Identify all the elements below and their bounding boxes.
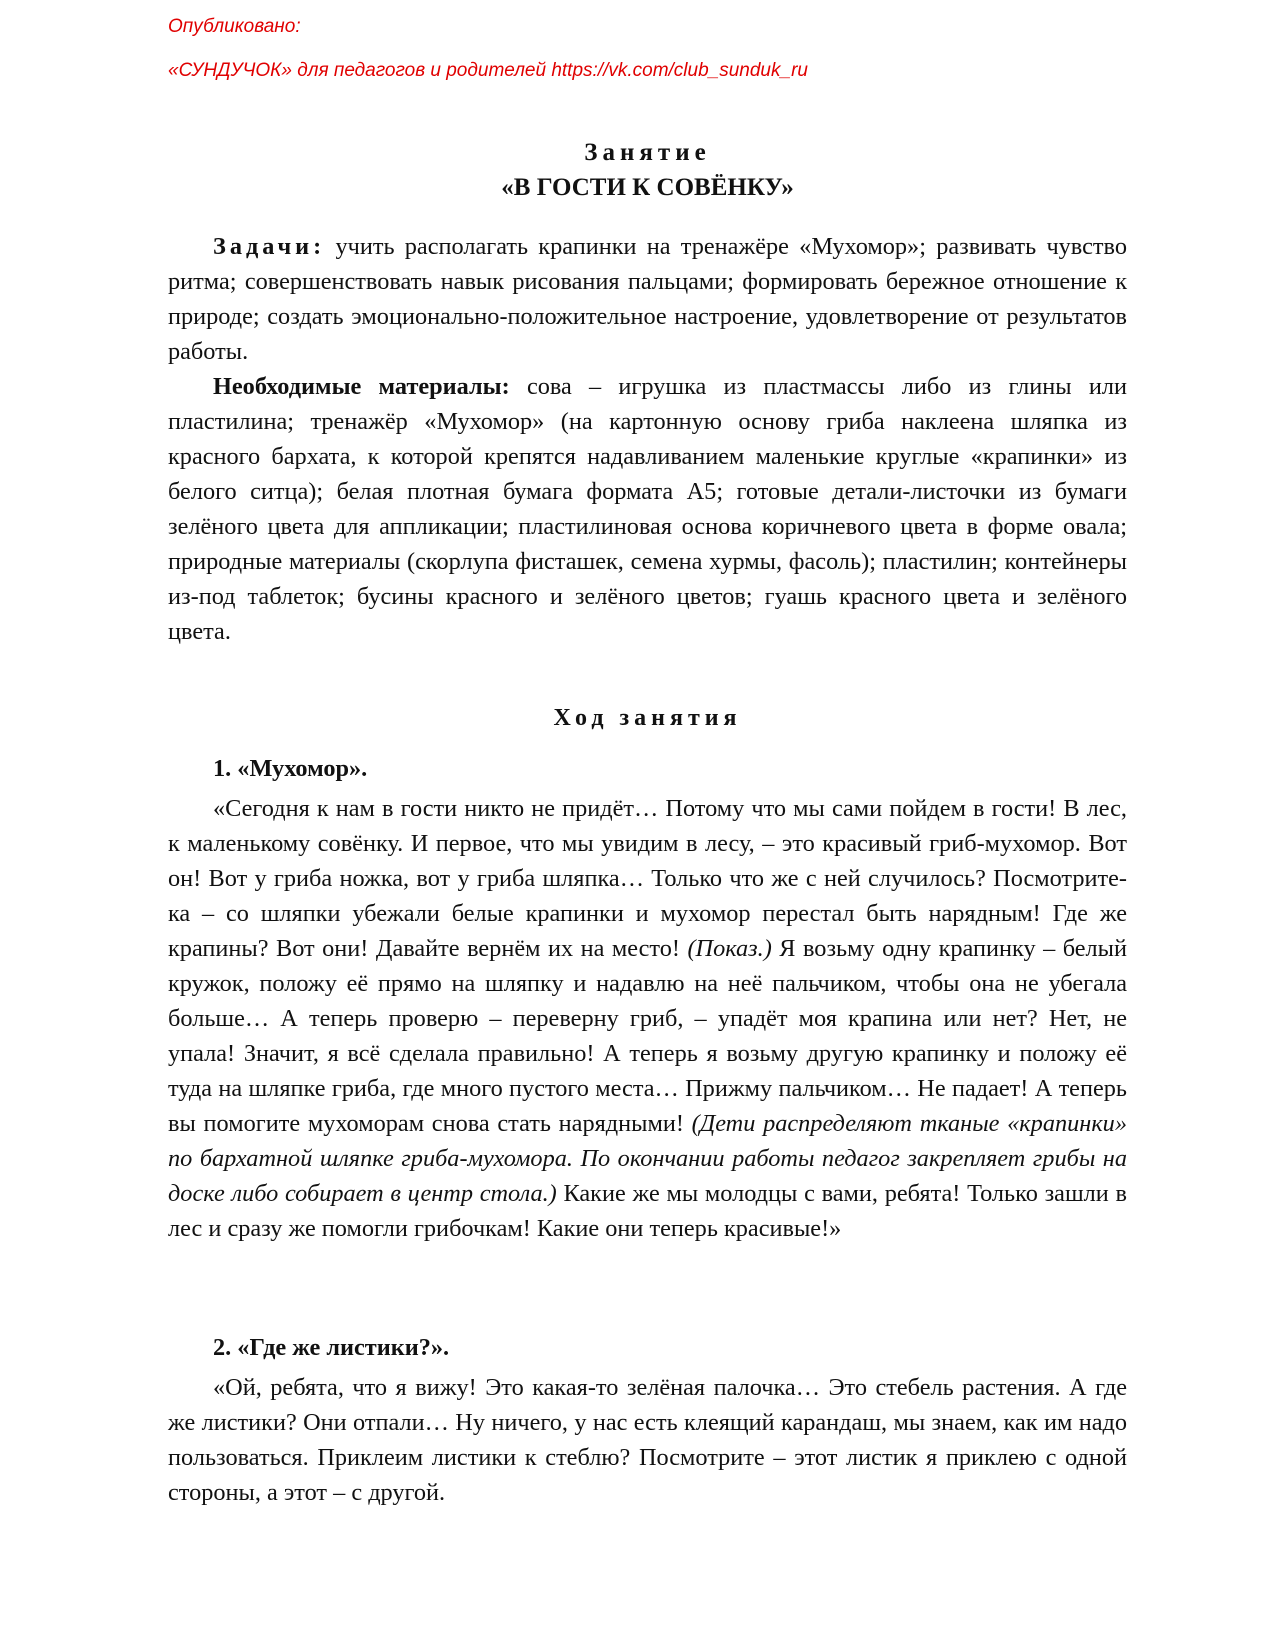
source-link[interactable]: «СУНДУЧОК» для педагогов и родителей https://vk.com/club_sunduk_ru: [168, 60, 808, 81]
text: «Сегодня к нам в гости никто не придёт… Потому что мы сами пойдем в гости! В лес, к маленькому совёнку. И первое, что мы увидим в лесу, – это красивый гриб-мухомор. Вот он! Вот у гриба ножка, вот у гриба шляпка… Только что же с ней случилось? Посмотрите-ка – со шляпки убежали белые крапинки и мухомор перестал быть нарядным! Где же крапины? Вот они! Давайте вернём их на место!: [168, 795, 1127, 962]
tasks-text: учить располагать крапинки на тренажёре «Мухомор»; развивать чувство ритма; совершенствовать навык рисования пальцами; формировать бережное отношение к природе; создать эмоционально-положительное настроение, удовлетворение от результатов работы.: [168, 233, 1127, 365]
lesson-title: «В ГОСТИ К СОВЁНКУ»: [501, 174, 794, 201]
text: Какие же мы молодцы с вами, ребята! Только зашли в лес и сразу же помогли грибочкам! Какие они теперь красивые!»: [168, 1180, 1127, 1242]
section-1-heading: 1. «Мухомор».: [213, 755, 368, 782]
tasks-label: Задачи:: [213, 233, 326, 260]
course-heading: Ход занятия: [553, 705, 742, 731]
italic-note: (Показ.): [687, 935, 772, 962]
intro-section: [168, 229, 1127, 649]
lesson-label: Занятие: [584, 139, 711, 166]
materials-label: Необходимые материалы:: [213, 373, 510, 400]
materials-text: сова – игрушка из пластмассы либо из глины или пластилина; тренажёр «Мухомор» (на картонную основу гриба наклеена шляпка из красного бархата, к которой крепятся надавливанием маленькие круглые «крапинки» из белого ситца); белая плотная бумага формата А5; готовые детали-листочки из бумаги зелёного цвета для аппликации; пластилиновая основа коричневого цвета в форме овала; природные материалы (скорлупа фисташек, семена хурмы, фасоль); пластилин; контейнеры из-под таблеток; бусины красного и зелёного цветов; гуашь красного цвета и зелёного цвета.: [168, 373, 1127, 645]
section-2-paragraph: «Ой, ребята, что я вижу! Это какая-то зелёная палочка… Это стебель растения. А где же листики? Они отпали… Ну ничего, у нас есть клеящий карандаш, мы знаем, как им надо пользоваться. Приклеим листики к стеблю? Посмотрите – этот листик я приклею с одной стороны, а этот – с другой.: [168, 1374, 1127, 1506]
section-2: [168, 1330, 1127, 1510]
section-1-paragraph: [168, 791, 1127, 1246]
text: Я возьму одну крапинку – белый кружок, положу её прямо на шляпку и надавлю на неё пальчиком, чтобы она не убегала больше… А теперь проверю – переверну гриб, – упадёт моя крапина или нет? Нет, не упала! Значит, я всё сделала правильно! А теперь я возьму другую крапинку и положу её туда на шляпке гриба, где много пустого места… Прижму пальчиком… Не падает! А теперь вы помогите мухоморам снова стать нарядными!: [168, 935, 1128, 1137]
tasks-paragraph: [168, 229, 1127, 369]
materials-paragraph: [168, 369, 1127, 649]
italic-note: (Дети распределяют тканые «крапинки» по бархатной шляпке гриба-мухомора. По окончании работы педагог закрепляет грибы на доске либо собирает в центр стола.): [168, 1110, 1127, 1207]
section-1: [168, 751, 1127, 1246]
section-2-heading: 2. «Где же листики?».: [213, 1334, 450, 1361]
published-label: Опубликовано:: [168, 16, 301, 37]
